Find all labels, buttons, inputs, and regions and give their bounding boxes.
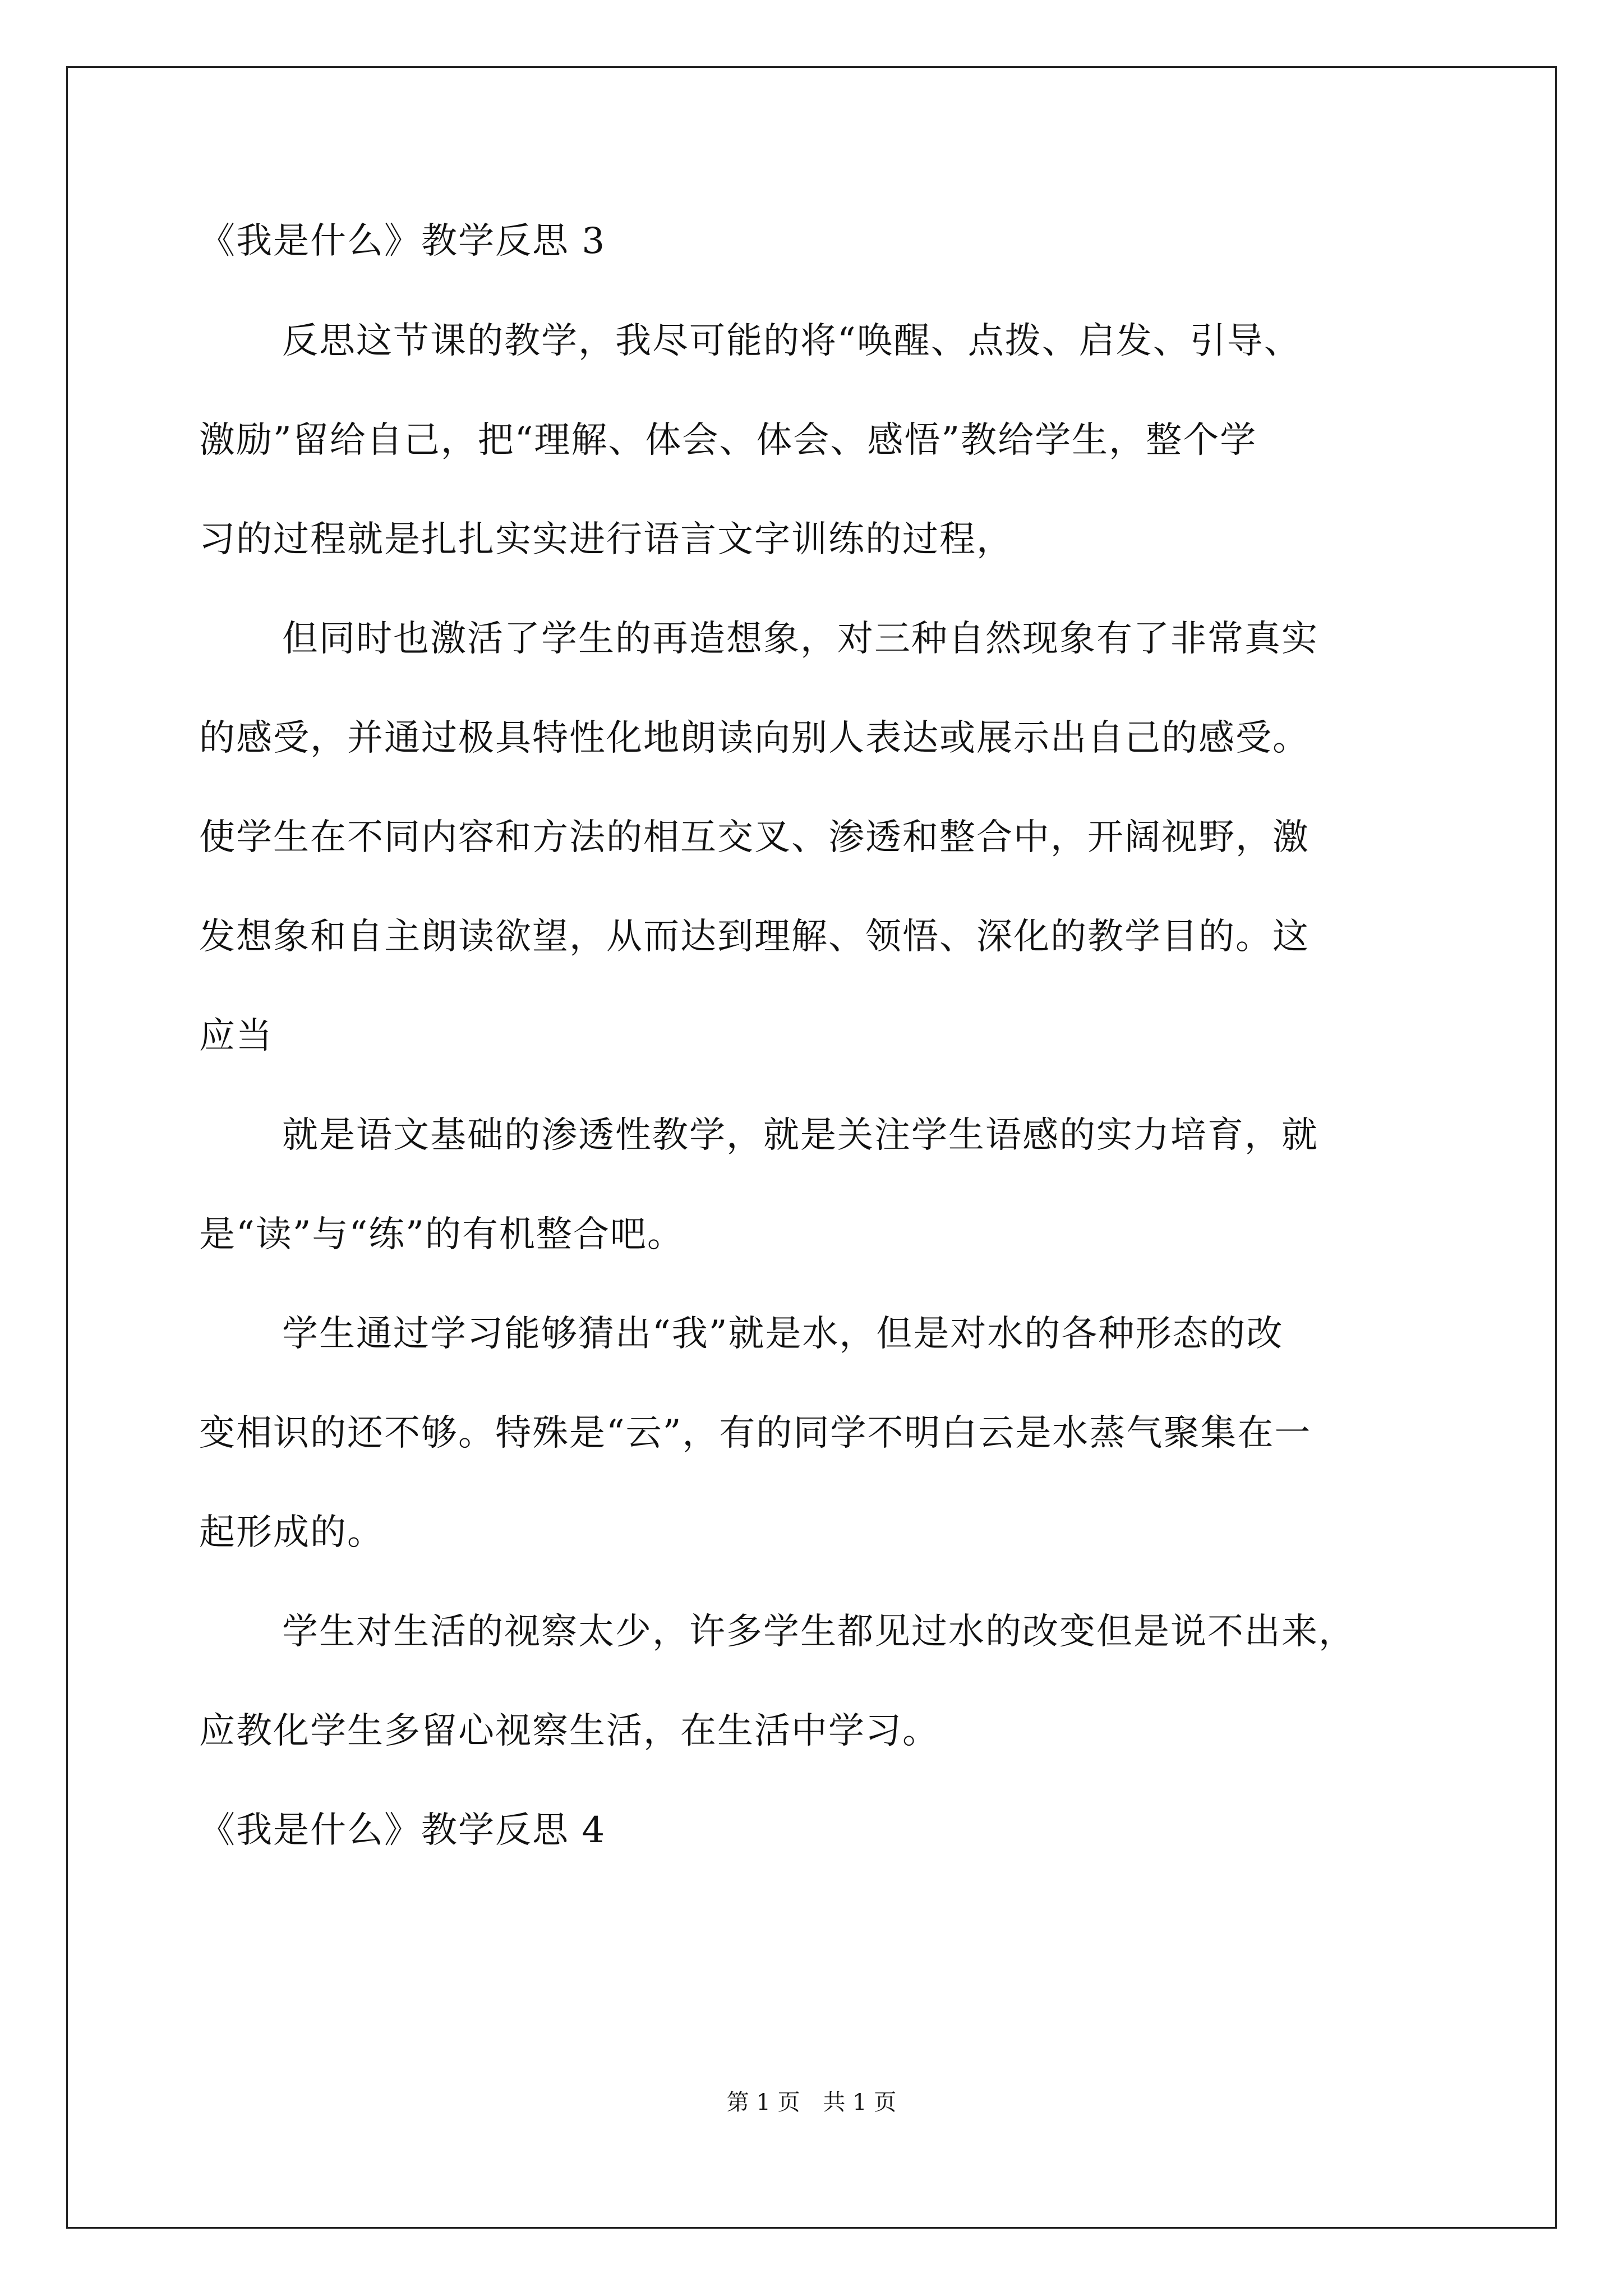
paragraph-line: 发想象和自主朗读欲望，从而达到理解、领悟、深化的教学目的。这 — [199, 916, 1310, 958]
page-total: 共 1 页 — [823, 2090, 897, 2115]
paragraph-line: 学生通过学习能够猜出“我”就是水，但是对水的各种形态的改 — [282, 1313, 1284, 1355]
paragraph-2 — [199, 618, 1472, 1057]
paragraph-line: 激励”留给自己，把“理解、体会、体会、感悟”教给学生，整个学 — [199, 420, 1257, 461]
paragraph-4 — [199, 1313, 1472, 1553]
page-footer — [0, 2091, 1623, 2114]
paragraph-line: 是“读”与“练”的有机整合吧。 — [199, 1214, 684, 1255]
paragraph-line: 使学生在不同内容和方法的相互交叉、渗透和整合中，开阔视野，激 — [199, 817, 1310, 858]
paragraph-line: 的感受，并通过极具特性化地朗读向别人表达或展示出自己的感受。 — [199, 717, 1310, 759]
paragraph-1 — [199, 320, 1472, 560]
paragraph-line: 变相识的还不够。特殊是“云”，有的同学不明白云是水蒸气聚集在一 — [199, 1412, 1312, 1454]
paragraph-line: 就是语文基础的渗透性教学，就是关注学生语感的实力培育，就 — [282, 1115, 1318, 1156]
paragraph-line: 习的过程就是扎扎实实进行语言文字训练的过程， — [199, 519, 1013, 560]
page-number: 第 1 页 — [726, 2090, 800, 2115]
section-heading-4: 《我是什么》教学反思 4 — [199, 1810, 606, 1851]
paragraph-line: 学生对生活的视察太少，许多学生都见过水的改变但是说不出来， — [282, 1611, 1355, 1653]
paragraph-line: 反思这节课的教学，我尽可能的将“唤醒、点拨、启发、引导、 — [282, 320, 1301, 362]
paragraph-5 — [199, 1611, 1472, 1752]
section-heading-3: 《我是什么》教学反思 3 — [199, 220, 606, 262]
paragraph-line: 起形成的。 — [199, 1512, 384, 1553]
document-body — [199, 220, 1472, 1851]
paragraph-line: 应教化学生多留心视察生活，在生活中学习。 — [199, 1710, 939, 1752]
paragraph-line: 应当 — [199, 1015, 273, 1057]
paragraph-3 — [199, 1117, 1472, 1253]
paragraph-line: 但同时也激活了学生的再造想象，对三种自然现象有了非常真实 — [282, 618, 1318, 660]
